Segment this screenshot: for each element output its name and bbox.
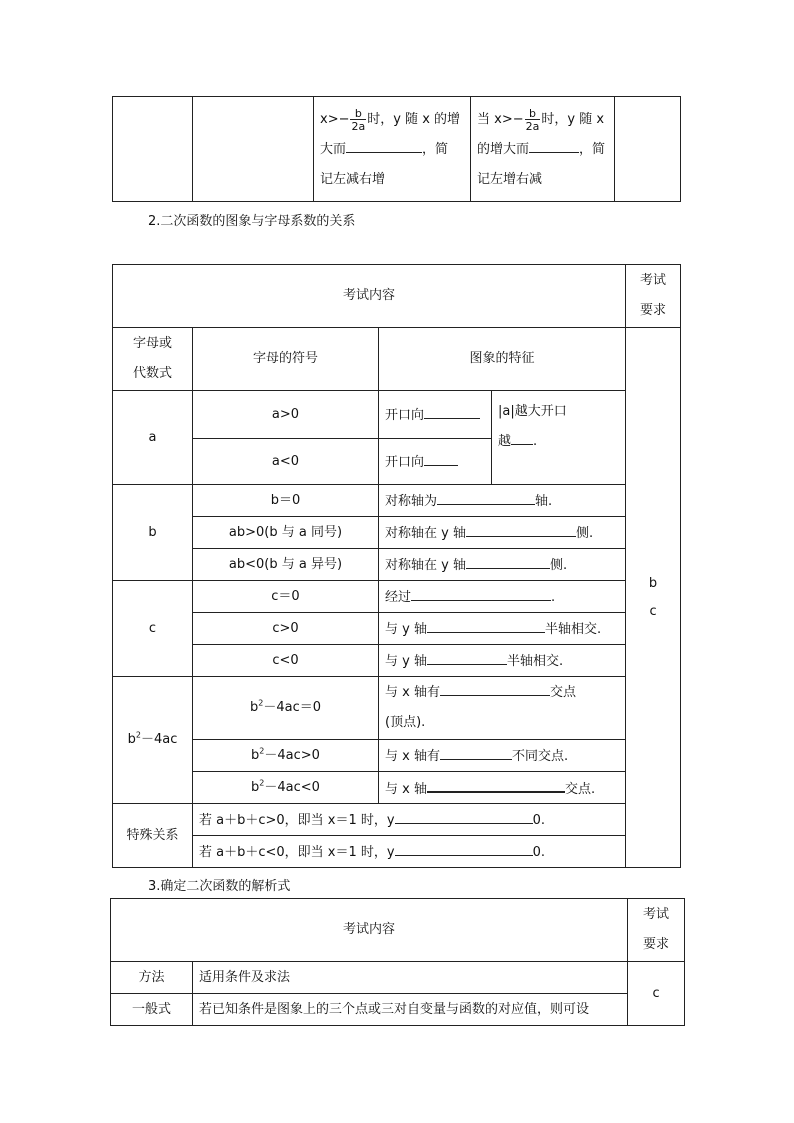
header-exam-requirement: 考试 要求 <box>626 265 681 328</box>
row-label-method: 方法 <box>111 962 193 994</box>
table-function-properties <box>112 96 681 202</box>
cell-text: 当 x>− <box>477 112 524 127</box>
table-coefficients <box>112 264 681 868</box>
sign-cell: b＝0 <box>193 485 379 517</box>
table-cell-decreasing <box>471 97 615 202</box>
row-label-general-form: 一般式 <box>111 994 193 1026</box>
note-cell: |a|越大开口 越 . <box>492 391 626 485</box>
special-cell: 若 a＋b＋c>0，即当 x＝1 时，y 0. <box>193 804 626 836</box>
header-exam-content: 考试内容 <box>113 265 626 328</box>
answer-blank <box>424 405 480 419</box>
cell-text: 时，y 随 x <box>541 112 605 127</box>
cell-text: 大而 <box>320 142 347 157</box>
subheader-letter: 字母或 代数式 <box>113 328 193 391</box>
cell-text: x>− <box>320 112 350 127</box>
cell-text: ，简 <box>422 142 449 157</box>
section-heading-3: 3.确定二次函数的解析式 <box>148 879 291 894</box>
answer-blank <box>411 587 551 601</box>
subheader-sign: 字母的符号 <box>193 328 379 391</box>
content-cell: 若已知条件是图象上的三个点或三对自变量与函数的对应值，则可设 <box>193 994 628 1026</box>
sign-cell: $b^2-4ac>0$ <box>193 740 379 772</box>
answer-blank <box>437 491 535 505</box>
feature-cell: 与 y 轴 半轴相交. <box>379 645 626 677</box>
subheader-features: 图象的特征 <box>379 328 626 391</box>
cell-text: 记左增右减 <box>477 172 543 187</box>
row-label-c: c <box>113 581 193 677</box>
table-analytic-expression <box>110 898 685 1026</box>
sign-cell: c>0 <box>193 613 379 645</box>
answer-blank <box>466 523 576 537</box>
exam-requirement-cell: b c <box>626 328 681 868</box>
exam-requirement-cell: c <box>628 962 685 1026</box>
answer-blank <box>440 682 550 696</box>
sign-cell: a<0 <box>193 439 379 485</box>
sign-cell: ab>0(b 与 a 同号) <box>193 517 379 549</box>
answer-blank <box>511 431 533 445</box>
feature-cell: 与 y 轴 半轴相交. <box>379 613 626 645</box>
answer-blank <box>427 619 545 633</box>
sign-cell: $b^2-4ac=0$ <box>193 677 379 740</box>
feature-cell: 经过 . <box>379 581 626 613</box>
row-label-discriminant: $b^2-4ac$ <box>113 677 193 804</box>
row-label-a: a <box>113 391 193 485</box>
sign-cell: ab<0(b 与 a 异号) <box>193 549 379 581</box>
feature-cell: 与 x 轴有 交点 (顶点). <box>379 677 626 740</box>
feature-cell: 对称轴在 y 轴 侧. <box>379 517 626 549</box>
cell-text: ，简 <box>579 142 606 157</box>
sign-cell: c＝0 <box>193 581 379 613</box>
sign-cell: $b^2-4ac<0$ <box>193 772 379 804</box>
header-exam-requirement: 考试 要求 <box>628 899 685 962</box>
content-cell: 适用条件及求法 <box>193 962 628 994</box>
header-exam-content: 考试内容 <box>111 899 628 962</box>
answer-blank <box>440 746 512 760</box>
cell-text: 时，y 随 x 的增 <box>367 112 461 127</box>
feature-cell: 与 x 轴有 不同交点. <box>379 740 626 772</box>
cell-text: 记左减右增 <box>320 172 386 187</box>
sign-cell: c<0 <box>193 645 379 677</box>
cell-text: 的增大而 <box>477 142 530 157</box>
feature-cell: 开口向 <box>379 391 492 439</box>
sign-cell: a>0 <box>193 391 379 439</box>
table-cell-empty <box>615 97 681 202</box>
fraction-b-over-2a: $\frac{b}{2a}$ <box>351 106 366 133</box>
fraction-b-over-2a: $\frac{b}{2a}$ <box>525 106 540 133</box>
table-cell-empty <box>193 97 314 202</box>
answer-blank <box>424 452 458 466</box>
feature-cell: 与 x 轴 交点. <box>379 772 626 804</box>
table-cell-empty <box>113 97 193 202</box>
feature-cell: 对称轴为 轴. <box>379 485 626 517</box>
row-label-b: b <box>113 485 193 581</box>
answer-blank <box>466 555 550 569</box>
table-cell-increasing <box>314 97 471 202</box>
answer-blank <box>395 810 533 824</box>
special-cell: 若 a＋b＋c<0，即当 x＝1 时，y 0. <box>193 836 626 868</box>
answer-blank <box>346 139 422 153</box>
row-label-special: 特殊关系 <box>113 804 193 868</box>
answer-blank <box>395 842 533 856</box>
answer-blank <box>529 139 579 153</box>
answer-blank <box>427 778 565 793</box>
feature-cell: 对称轴在 y 轴 侧. <box>379 549 626 581</box>
answer-blank <box>427 651 507 665</box>
feature-cell: 开口向 <box>379 439 492 485</box>
section-heading-2: 2.二次函数的图象与字母系数的关系 <box>148 214 356 229</box>
